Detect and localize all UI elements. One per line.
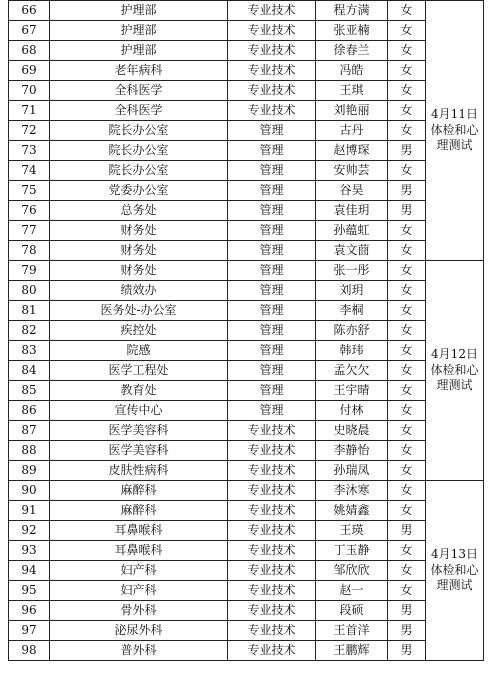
table-row	[9, 101, 484, 121]
row-number-cell: 83	[9, 341, 50, 361]
gender-cell: 女	[388, 1, 426, 21]
gender-cell: 女	[388, 301, 426, 321]
row-number-cell: 91	[9, 501, 50, 521]
name-cell: 付林	[316, 401, 388, 421]
department-cell: 普外科	[50, 641, 228, 661]
category-cell: 专业技术	[228, 521, 316, 541]
table-row	[9, 481, 484, 501]
gender-cell: 男	[388, 601, 426, 621]
category-cell: 专业技术	[228, 101, 316, 121]
department-cell: 医学美容科	[50, 441, 228, 461]
name-cell: 袁文莔	[316, 241, 388, 261]
gender-cell: 女	[388, 321, 426, 341]
table-row	[9, 621, 484, 641]
gender-cell: 男	[388, 181, 426, 201]
row-number-cell: 88	[9, 441, 50, 461]
category-cell: 管理	[228, 321, 316, 341]
gender-cell: 女	[388, 401, 426, 421]
department-cell: 财务处	[50, 261, 228, 281]
name-cell: 刘玥	[316, 281, 388, 301]
table-row	[9, 201, 484, 221]
gender-cell: 女	[388, 421, 426, 441]
gender-cell: 女	[388, 541, 426, 561]
category-cell: 管理	[228, 121, 316, 141]
table-row	[9, 361, 484, 381]
gender-cell: 女	[388, 61, 426, 81]
row-number-cell: 82	[9, 321, 50, 341]
department-cell: 医务处-办公室	[50, 301, 228, 321]
category-cell: 专业技术	[228, 421, 316, 441]
row-number-cell: 87	[9, 421, 50, 441]
name-cell: 古丹	[316, 121, 388, 141]
row-number-cell: 86	[9, 401, 50, 421]
row-number-cell: 93	[9, 541, 50, 561]
table-row	[9, 301, 484, 321]
name-cell: 史晓晨	[316, 421, 388, 441]
gender-cell: 男	[388, 641, 426, 661]
gender-cell: 女	[388, 121, 426, 141]
table-row	[9, 1, 484, 21]
category-cell: 专业技术	[228, 641, 316, 661]
row-number-cell: 67	[9, 21, 50, 41]
name-cell: 徐春兰	[316, 41, 388, 61]
table-row	[9, 121, 484, 141]
table-row	[9, 81, 484, 101]
row-number-cell: 71	[9, 101, 50, 121]
category-cell: 专业技术	[228, 501, 316, 521]
gender-cell: 女	[388, 21, 426, 41]
table-row	[9, 281, 484, 301]
table-row	[9, 501, 484, 521]
schedule-note-cell: 4月12日体检和心理测试	[426, 261, 484, 481]
department-cell: 麻醉科	[50, 481, 228, 501]
name-cell: 王首洋	[316, 621, 388, 641]
gender-cell: 女	[388, 101, 426, 121]
table-row	[9, 581, 484, 601]
gender-cell: 女	[388, 221, 426, 241]
row-number-cell: 75	[9, 181, 50, 201]
department-cell: 财务处	[50, 241, 228, 261]
name-cell: 陈亦舒	[316, 321, 388, 341]
department-cell: 泌尿外科	[50, 621, 228, 641]
row-number-cell: 79	[9, 261, 50, 281]
table-row	[9, 401, 484, 421]
gender-cell: 女	[388, 501, 426, 521]
table-row	[9, 441, 484, 461]
department-cell: 绩效办	[50, 281, 228, 301]
row-number-cell: 90	[9, 481, 50, 501]
name-cell: 段硕	[316, 601, 388, 621]
gender-cell: 女	[388, 481, 426, 501]
category-cell: 管理	[228, 281, 316, 301]
category-cell: 专业技术	[228, 481, 316, 501]
row-number-cell: 77	[9, 221, 50, 241]
gender-cell: 男	[388, 141, 426, 161]
schedule-note-cell: 4月11日体检和心理测试	[426, 1, 484, 261]
table-row	[9, 461, 484, 481]
table-body	[9, 1, 484, 661]
name-cell: 程方满	[316, 1, 388, 21]
table-row	[9, 521, 484, 541]
table-row	[9, 421, 484, 441]
gender-cell: 女	[388, 341, 426, 361]
department-cell: 院感	[50, 341, 228, 361]
schedule-note-cell: 4月13日体检和心理测试	[426, 481, 484, 661]
category-cell: 专业技术	[228, 1, 316, 21]
category-cell: 专业技术	[228, 461, 316, 481]
row-number-cell: 95	[9, 581, 50, 601]
row-number-cell: 78	[9, 241, 50, 261]
category-cell: 管理	[228, 161, 316, 181]
name-cell: 张一彤	[316, 261, 388, 281]
name-cell: 韩玮	[316, 341, 388, 361]
table-row	[9, 221, 484, 241]
row-number-cell: 89	[9, 461, 50, 481]
department-cell: 护理部	[50, 21, 228, 41]
gender-cell: 女	[388, 581, 426, 601]
category-cell: 专业技术	[228, 61, 316, 81]
category-cell: 专业技术	[228, 541, 316, 561]
table-row	[9, 561, 484, 581]
table-row	[9, 601, 484, 621]
name-cell: 安帅芸	[316, 161, 388, 181]
gender-cell: 女	[388, 41, 426, 61]
department-cell: 院长办公室	[50, 161, 228, 181]
category-cell: 专业技术	[228, 21, 316, 41]
department-cell: 党委办公室	[50, 181, 228, 201]
table-row	[9, 321, 484, 341]
personnel-schedule-table	[8, 0, 484, 661]
category-cell: 管理	[228, 381, 316, 401]
name-cell: 邹欣欣	[316, 561, 388, 581]
table-row	[9, 181, 484, 201]
gender-cell: 女	[388, 381, 426, 401]
row-number-cell: 94	[9, 561, 50, 581]
row-number-cell: 85	[9, 381, 50, 401]
row-number-cell: 76	[9, 201, 50, 221]
category-cell: 专业技术	[228, 601, 316, 621]
category-cell: 专业技术	[228, 441, 316, 461]
table-row	[9, 641, 484, 661]
row-number-cell: 68	[9, 41, 50, 61]
name-cell: 姚婧鑫	[316, 501, 388, 521]
row-number-cell: 80	[9, 281, 50, 301]
department-cell: 院长办公室	[50, 141, 228, 161]
department-cell: 皮肤性病科	[50, 461, 228, 481]
row-number-cell: 92	[9, 521, 50, 541]
category-cell: 专业技术	[228, 41, 316, 61]
row-number-cell: 70	[9, 81, 50, 101]
name-cell: 王鹏辉	[316, 641, 388, 661]
gender-cell: 男	[388, 201, 426, 221]
gender-cell: 男	[388, 521, 426, 541]
department-cell: 妇产科	[50, 561, 228, 581]
department-cell: 医学美容科	[50, 421, 228, 441]
department-cell: 教育处	[50, 381, 228, 401]
row-number-cell: 98	[9, 641, 50, 661]
department-cell: 全科医学	[50, 81, 228, 101]
table-row	[9, 141, 484, 161]
name-cell: 冯皓	[316, 61, 388, 81]
category-cell: 管理	[228, 361, 316, 381]
row-number-cell: 66	[9, 1, 50, 21]
row-number-cell: 72	[9, 121, 50, 141]
category-cell: 管理	[228, 401, 316, 421]
name-cell: 刘艳丽	[316, 101, 388, 121]
table-row	[9, 241, 484, 261]
name-cell: 谷昊	[316, 181, 388, 201]
table-row	[9, 161, 484, 181]
department-cell: 财务处	[50, 221, 228, 241]
name-cell: 丁玉静	[316, 541, 388, 561]
gender-cell: 男	[388, 621, 426, 641]
gender-cell: 女	[388, 361, 426, 381]
category-cell: 专业技术	[228, 81, 316, 101]
department-cell: 妇产科	[50, 581, 228, 601]
category-cell: 管理	[228, 221, 316, 241]
table-row	[9, 21, 484, 41]
table-row	[9, 261, 484, 281]
category-cell: 专业技术	[228, 621, 316, 641]
department-cell: 老年病科	[50, 61, 228, 81]
category-cell: 管理	[228, 301, 316, 321]
row-number-cell: 97	[9, 621, 50, 641]
category-cell: 管理	[228, 201, 316, 221]
name-cell: 赵博琛	[316, 141, 388, 161]
category-cell: 管理	[228, 141, 316, 161]
gender-cell: 女	[388, 281, 426, 301]
department-cell: 疾控处	[50, 321, 228, 341]
gender-cell: 女	[388, 241, 426, 261]
gender-cell: 女	[388, 561, 426, 581]
name-cell: 李沐寒	[316, 481, 388, 501]
name-cell: 王瑛	[316, 521, 388, 541]
department-cell: 护理部	[50, 1, 228, 21]
name-cell: 李静怡	[316, 441, 388, 461]
category-cell: 管理	[228, 261, 316, 281]
department-cell: 麻醉科	[50, 501, 228, 521]
department-cell: 耳鼻喉科	[50, 541, 228, 561]
department-cell: 耳鼻喉科	[50, 521, 228, 541]
department-cell: 骨外科	[50, 601, 228, 621]
row-number-cell: 84	[9, 361, 50, 381]
name-cell: 王宇晴	[316, 381, 388, 401]
name-cell: 孙蕴虹	[316, 221, 388, 241]
department-cell: 医学工程处	[50, 361, 228, 381]
name-cell: 王琪	[316, 81, 388, 101]
gender-cell: 女	[388, 441, 426, 461]
department-cell: 全科医学	[50, 101, 228, 121]
department-cell: 院长办公室	[50, 121, 228, 141]
name-cell: 袁佳玥	[316, 201, 388, 221]
personnel-table-container	[8, 0, 483, 661]
name-cell: 张亚楠	[316, 21, 388, 41]
row-number-cell: 73	[9, 141, 50, 161]
table-row	[9, 381, 484, 401]
table-row	[9, 341, 484, 361]
department-cell: 护理部	[50, 41, 228, 61]
table-row	[9, 41, 484, 61]
table-row	[9, 61, 484, 81]
gender-cell: 女	[388, 161, 426, 181]
row-number-cell: 81	[9, 301, 50, 321]
gender-cell: 女	[388, 81, 426, 101]
department-cell: 宣传中心	[50, 401, 228, 421]
category-cell: 管理	[228, 181, 316, 201]
category-cell: 专业技术	[228, 581, 316, 601]
row-number-cell: 74	[9, 161, 50, 181]
row-number-cell: 69	[9, 61, 50, 81]
category-cell: 管理	[228, 241, 316, 261]
name-cell: 孙瑞凤	[316, 461, 388, 481]
table-row	[9, 541, 484, 561]
gender-cell: 女	[388, 461, 426, 481]
category-cell: 专业技术	[228, 561, 316, 581]
name-cell: 李桐	[316, 301, 388, 321]
row-number-cell: 96	[9, 601, 50, 621]
name-cell: 赵一	[316, 581, 388, 601]
name-cell: 孟欠欠	[316, 361, 388, 381]
department-cell: 总务处	[50, 201, 228, 221]
gender-cell: 女	[388, 261, 426, 281]
category-cell: 管理	[228, 341, 316, 361]
